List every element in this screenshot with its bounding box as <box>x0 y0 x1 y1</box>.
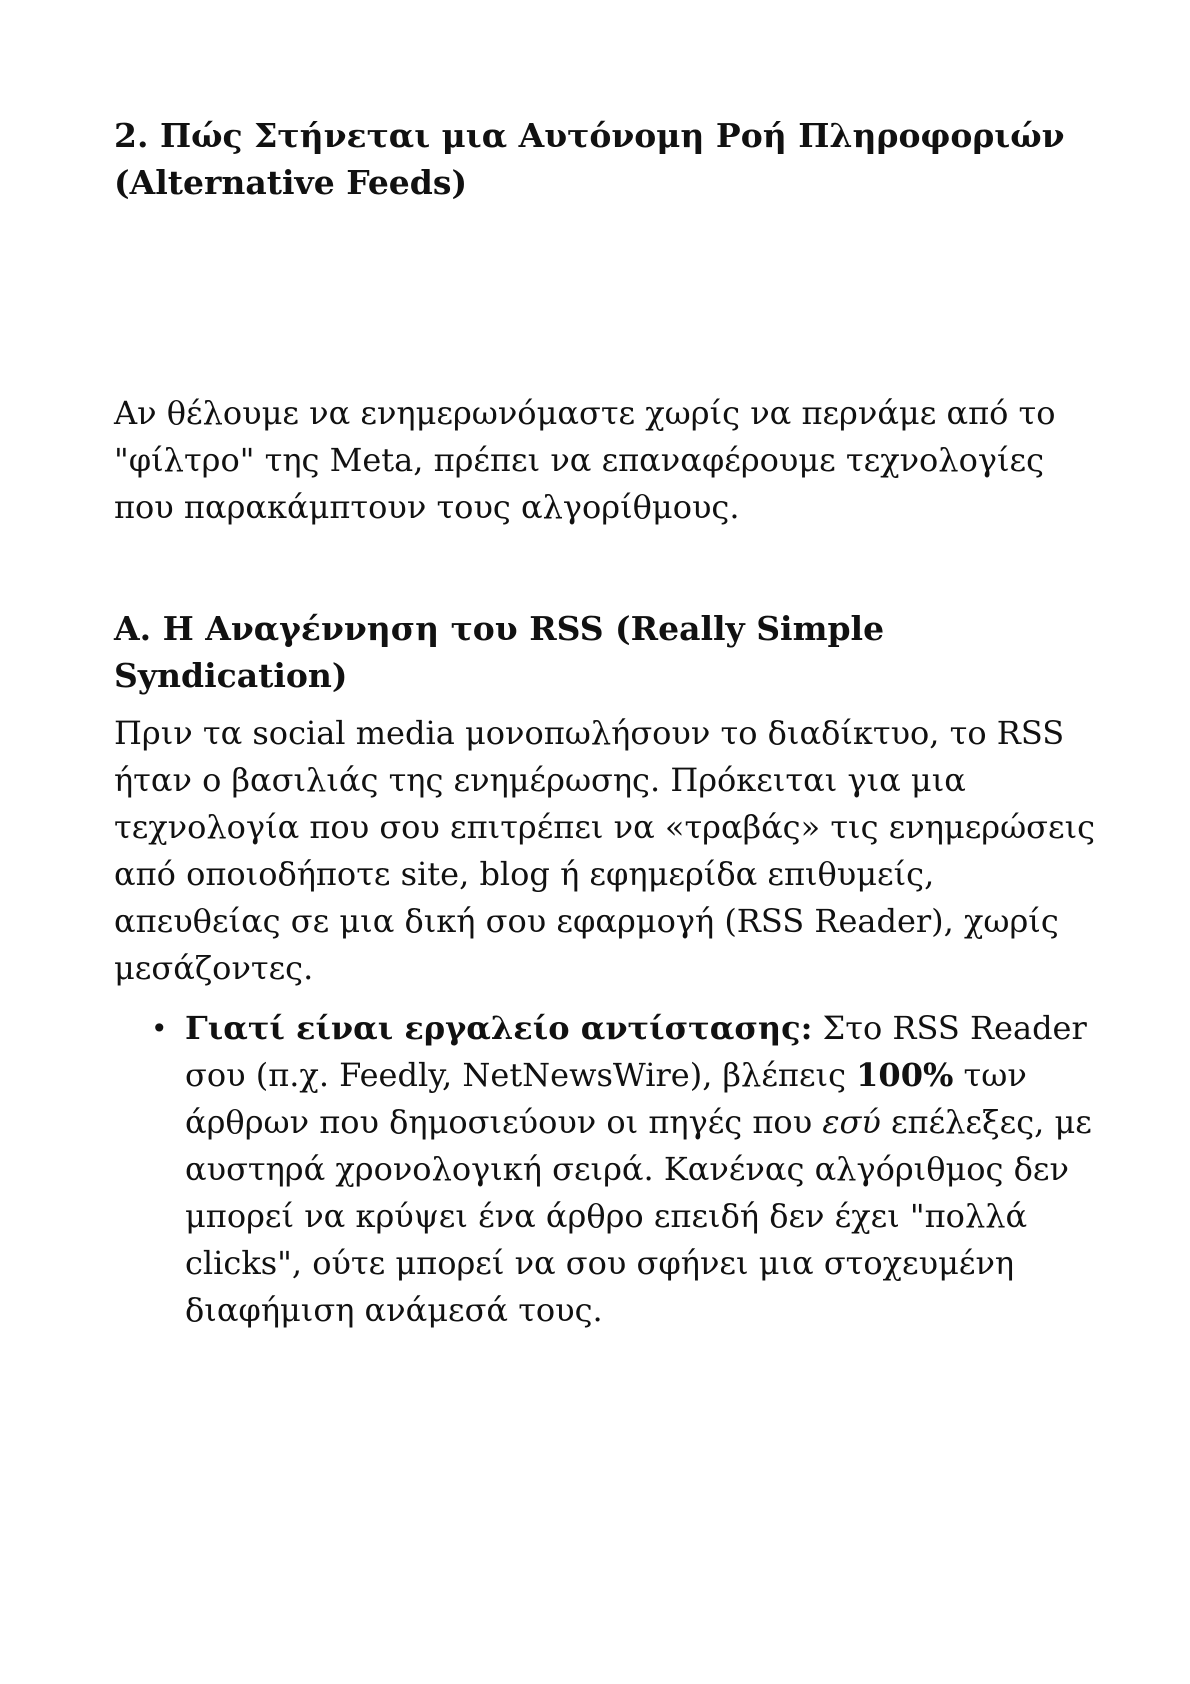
bullet-text: Στο RSS Reader <box>812 1009 1087 1047</box>
bullet-bold-percent: 100% <box>856 1056 954 1094</box>
bullet-line: μπορεί να κρύψει ένα άρθρο επειδή δεν έχει "πολλά <box>185 1197 1028 1235</box>
subsection-heading-line-1: A. Η Αναγέννηση του RSS (Really Simple <box>114 609 885 648</box>
bullet-line: αυστηρά χρονολογική σειρά. Κανένας αλγόριθμος δεν <box>185 1150 1069 1188</box>
bullet-text: άρθρων που δημοσιεύουν οι πηγές που <box>185 1103 823 1141</box>
bullet-item <box>151 1005 1092 1334</box>
subsection-heading-line-2: Syndication) <box>114 656 348 695</box>
rss-paragraph-line: από οποιοδήποτε site, blog ή εφημερίδα επιθυμείς, <box>114 855 935 893</box>
bullet-marker: • <box>151 1012 168 1045</box>
bullet-line: clicks", ούτε μπορεί να σου σφήνει μια στοχευμένη <box>185 1244 1015 1282</box>
section-heading <box>114 112 1074 206</box>
intro-line: "φίλτρο" της Meta, πρέπει να επαναφέρουμε τεχνολογίες <box>114 441 1045 479</box>
bullet-italic-emphasis: εσύ <box>822 1103 881 1141</box>
subsection-heading <box>114 605 1074 699</box>
rss-paragraph-line: τεχνολογία που σου επιτρέπει να «τραβάς» τις ενημερώσεις <box>114 808 1096 846</box>
bullet-line: διαφήμιση ανάμεσά τους. <box>185 1291 603 1329</box>
rss-paragraph-line: ήταν ο βασιλιάς της ενημέρωσης. Πρόκειται για μια <box>114 761 966 799</box>
intro-paragraph <box>114 390 1074 531</box>
bullet-text: των <box>953 1056 1027 1094</box>
bullet-text: σου (π.χ. Feedly, NetNewsWire), βλέπεις <box>185 1056 857 1094</box>
bullet-bold-lead: Γιατί είναι εργαλείο αντίστασης: <box>185 1009 813 1047</box>
section-heading-line-2: (Alternative Feeds) <box>114 163 468 202</box>
section-heading-line-1: 2. Πώς Στήνεται μια Αυτόνομη Ροή Πληροφοριών <box>114 116 1065 155</box>
rss-paragraph-line: απευθείας σε μια δική σου εφαρμογή (RSS Reader), χωρίς <box>114 902 1059 940</box>
bullet-line <box>185 1099 1090 1146</box>
bullet-text: επέλεξες, με <box>880 1103 1092 1141</box>
intro-line: Αν θέλουμε να ενημερωνόμαστε χωρίς να περνάμε από το <box>114 394 1056 432</box>
rss-paragraph-line: Πριν τα social media μονοπωλήσουν το διαδίκτυο, το RSS <box>114 714 1065 752</box>
bullet-line <box>185 1052 1090 1099</box>
bullet-list <box>151 1005 1092 1334</box>
bullet-line <box>185 1005 1090 1052</box>
rss-paragraph-line: μεσάζοντες. <box>114 949 314 987</box>
intro-line: που παρακάμπτουν τους αλγορίθμους. <box>114 488 740 526</box>
rss-paragraph <box>114 710 1096 992</box>
